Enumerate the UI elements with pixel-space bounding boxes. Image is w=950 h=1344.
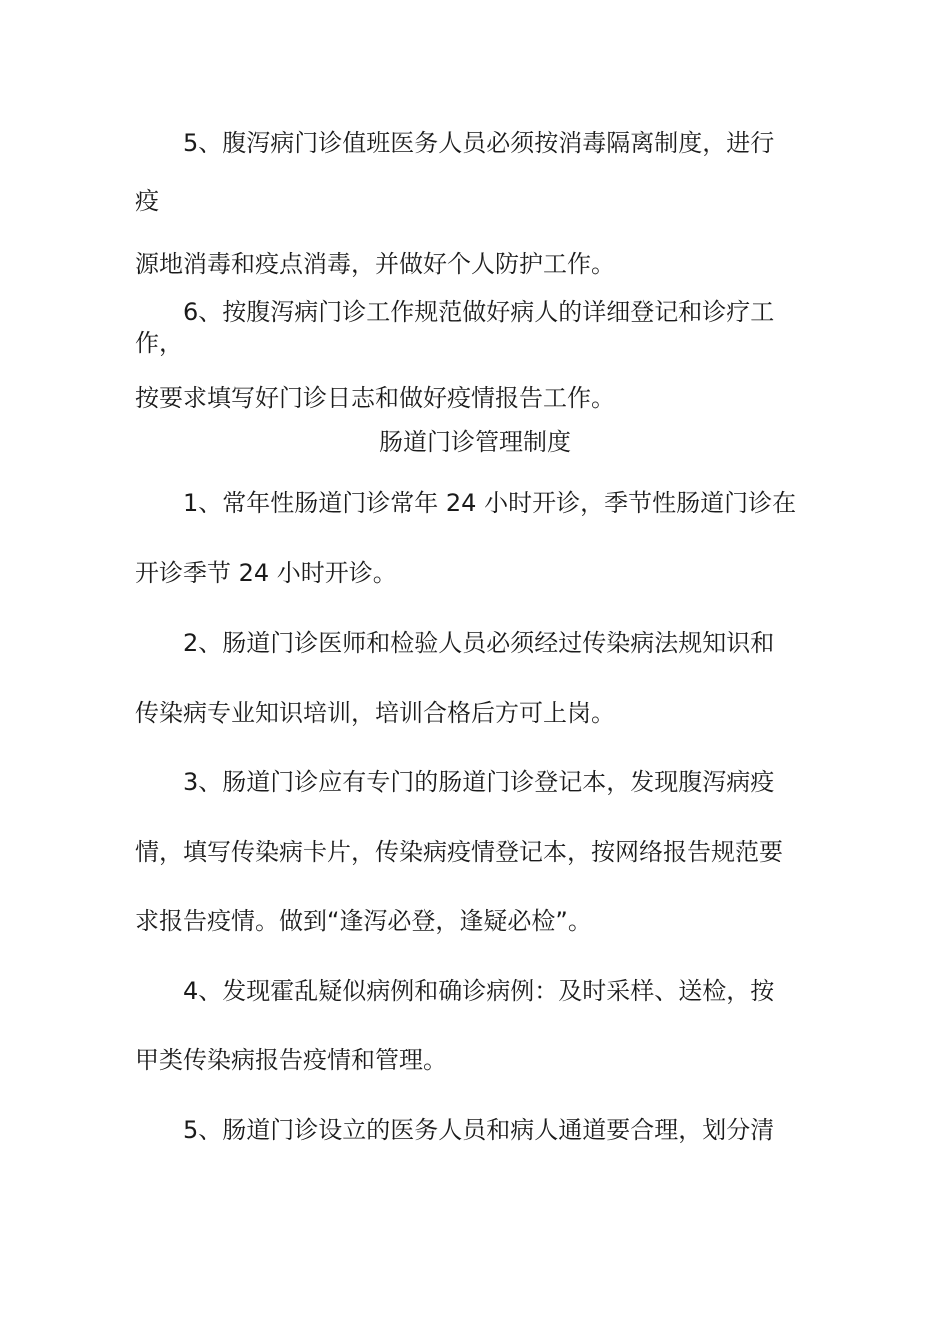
paragraph-line: 疫 bbox=[135, 187, 159, 215]
paragraph-line: 6、按腹泻病门诊工作规范做好病人的详细登记和诊疗工 bbox=[183, 298, 775, 326]
paragraph-line: 5、腹泻病门诊值班医务人员必须按消毒隔离制度，进行 bbox=[183, 129, 775, 157]
paragraph-line: 2、肠道门诊医师和检验人员必须经过传染病法规知识和 bbox=[183, 629, 775, 657]
paragraph-line: 3、肠道门诊应有专门的肠道门诊登记本，发现腹泻病疫 bbox=[183, 768, 775, 796]
paragraph-line: 4、发现霍乱疑似病例和确诊病例：及时采样、送检，按 bbox=[183, 977, 775, 1005]
paragraph-line: 1、常年性肠道门诊常年 24 小时开诊，季节性肠道门诊在 bbox=[183, 489, 797, 517]
paragraph-line: 作， bbox=[135, 329, 183, 357]
paragraph-line: 开诊季节 24 小时开诊。 bbox=[135, 559, 397, 587]
paragraph-line: 情，填写传染病卡片，传染病疫情登记本，按网络报告规范要 bbox=[135, 838, 783, 866]
paragraph-line: 传染病专业知识培训，培训合格后方可上岗。 bbox=[135, 699, 615, 727]
paragraph-line: 甲类传染病报告疫情和管理。 bbox=[135, 1046, 447, 1074]
paragraph-line: 源地消毒和疫点消毒，并做好个人防护工作。 bbox=[135, 250, 615, 278]
paragraph-line: 按要求填写好门诊日志和做好疫情报告工作。 bbox=[135, 384, 615, 412]
paragraph-line: 求报告疫情。做到“逢泻必登，逢疑必检”。 bbox=[135, 907, 592, 935]
paragraph-line: 5、肠道门诊设立的医务人员和病人通道要合理，划分清 bbox=[183, 1116, 775, 1144]
section-title: 肠道门诊管理制度 bbox=[379, 428, 571, 456]
